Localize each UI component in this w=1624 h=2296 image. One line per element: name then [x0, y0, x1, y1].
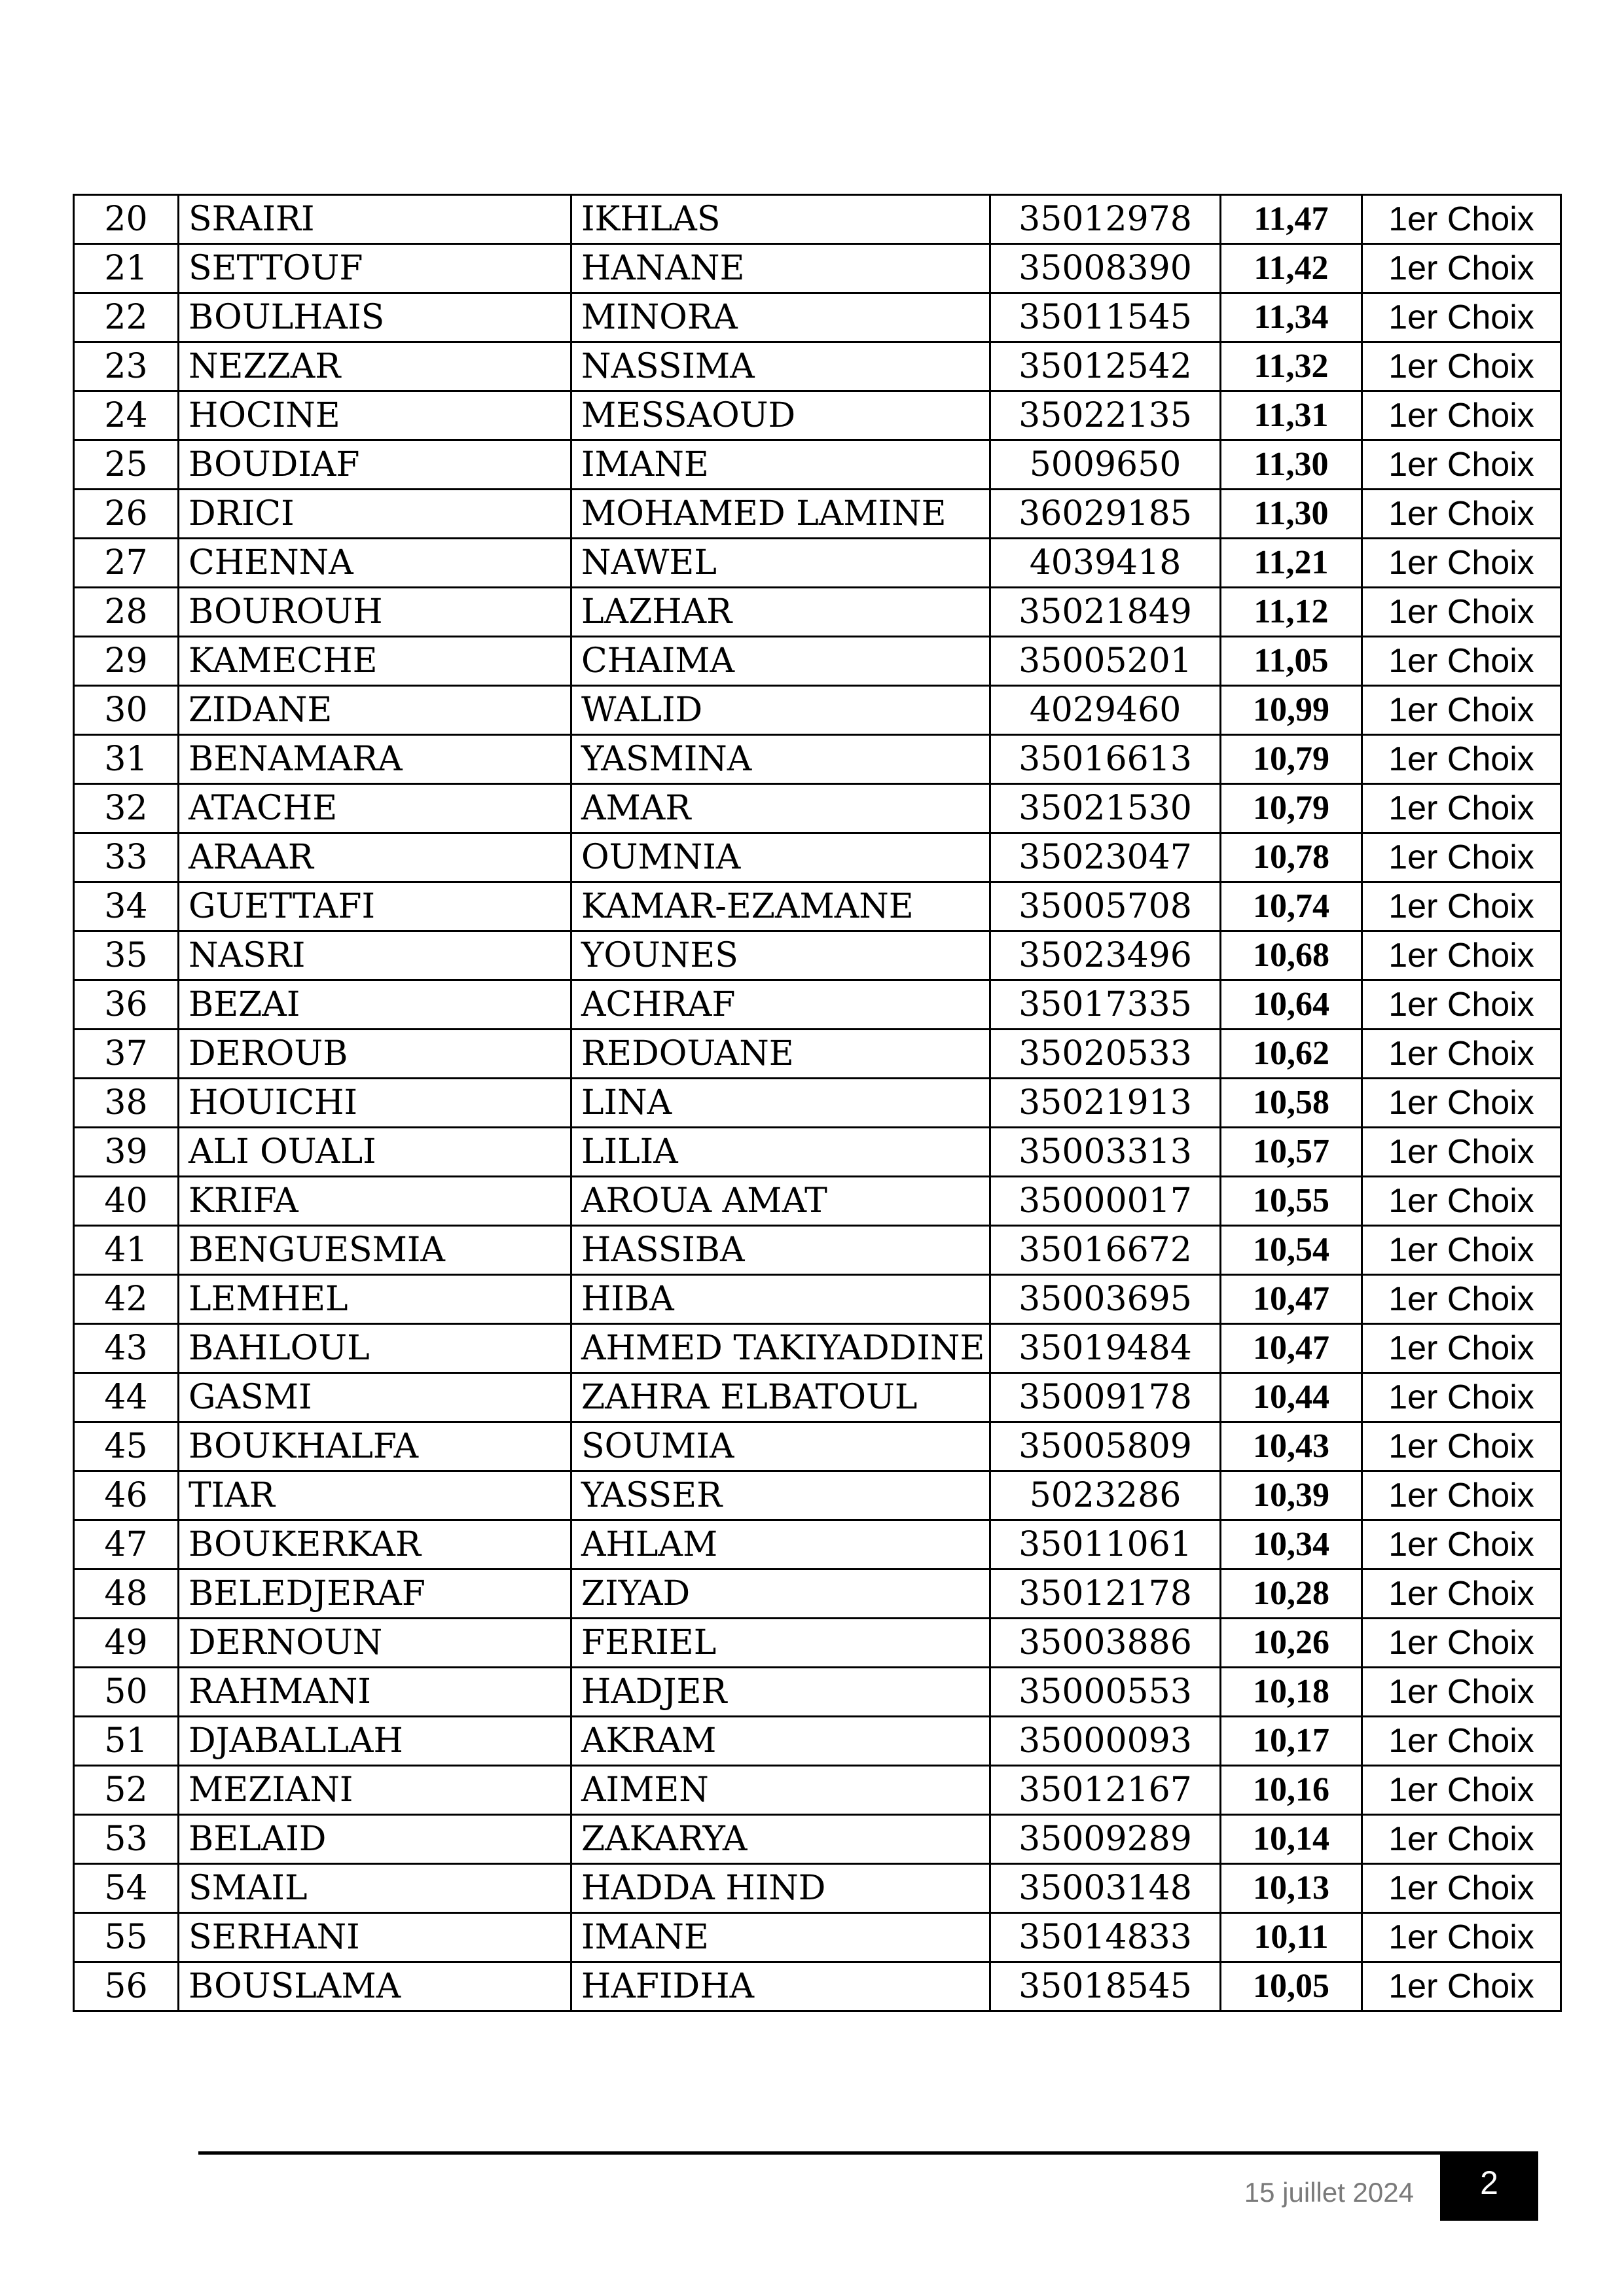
last-name-cell: BOUROUH	[179, 588, 571, 637]
table-row	[74, 1128, 1561, 1177]
first-name-cell: HANANE	[571, 244, 990, 293]
last-name-cell: MEZIANI	[179, 1766, 571, 1815]
average-cell: 11,31	[1221, 391, 1362, 440]
first-name-cell: HIBA	[571, 1275, 990, 1324]
table-row	[74, 833, 1561, 882]
first-name-cell: WALID	[571, 686, 990, 735]
rank-cell: 39	[74, 1128, 179, 1177]
last-name-cell: BOUKHALFA	[179, 1422, 571, 1471]
rank-cell: 52	[74, 1766, 179, 1815]
average-cell: 10,44	[1221, 1373, 1362, 1422]
average-cell: 10,55	[1221, 1177, 1362, 1226]
student-id-cell: 35012978	[990, 195, 1221, 244]
student-id-cell: 35000553	[990, 1668, 1221, 1717]
first-name-cell: ACHRAF	[571, 980, 990, 1030]
last-name-cell: BEZAI	[179, 980, 571, 1030]
choice-cell: 1er Choix	[1362, 980, 1561, 1030]
average-cell: 10,39	[1221, 1471, 1362, 1520]
first-name-cell: HADJER	[571, 1668, 990, 1717]
rank-cell: 25	[74, 440, 179, 490]
average-cell: 10,47	[1221, 1324, 1362, 1373]
choice-cell: 1er Choix	[1362, 293, 1561, 342]
table-row	[74, 1079, 1561, 1128]
choice-cell: 1er Choix	[1362, 833, 1561, 882]
last-name-cell: BAHLOUL	[179, 1324, 571, 1373]
student-id-cell: 35014833	[990, 1913, 1221, 1962]
first-name-cell: LAZHAR	[571, 588, 990, 637]
average-cell: 10,57	[1221, 1128, 1362, 1177]
choice-cell: 1er Choix	[1362, 1275, 1561, 1324]
last-name-cell: SETTOUF	[179, 244, 571, 293]
average-cell: 11,47	[1221, 195, 1362, 244]
first-name-cell: YASMINA	[571, 735, 990, 784]
rank-cell: 20	[74, 195, 179, 244]
rank-cell: 34	[74, 882, 179, 931]
first-name-cell: KAMAR-EZAMANE	[571, 882, 990, 931]
student-id-cell: 35000093	[990, 1717, 1221, 1766]
rank-cell: 36	[74, 980, 179, 1030]
student-id-cell: 35003148	[990, 1864, 1221, 1913]
choice-cell: 1er Choix	[1362, 490, 1561, 539]
choice-cell: 1er Choix	[1362, 244, 1561, 293]
average-cell: 11,34	[1221, 293, 1362, 342]
choice-cell: 1er Choix	[1362, 686, 1561, 735]
table-row	[74, 244, 1561, 293]
first-name-cell: AIMEN	[571, 1766, 990, 1815]
rank-cell: 21	[74, 244, 179, 293]
rank-cell: 29	[74, 637, 179, 686]
table-row	[74, 784, 1561, 833]
choice-cell: 1er Choix	[1362, 1668, 1561, 1717]
average-cell: 10,54	[1221, 1226, 1362, 1275]
rank-cell: 53	[74, 1815, 179, 1864]
choice-cell: 1er Choix	[1362, 1324, 1561, 1373]
student-id-cell: 36029185	[990, 490, 1221, 539]
table-row	[74, 1373, 1561, 1422]
table-row	[74, 1275, 1561, 1324]
rank-cell: 44	[74, 1373, 179, 1422]
choice-cell: 1er Choix	[1362, 637, 1561, 686]
choice-cell: 1er Choix	[1362, 588, 1561, 637]
choice-cell: 1er Choix	[1362, 1913, 1561, 1962]
choice-cell: 1er Choix	[1362, 1864, 1561, 1913]
last-name-cell: DRICI	[179, 490, 571, 539]
first-name-cell: AROUA AMAT	[571, 1177, 990, 1226]
rank-cell: 54	[74, 1864, 179, 1913]
first-name-cell: ZAKARYA	[571, 1815, 990, 1864]
average-cell: 10,47	[1221, 1275, 1362, 1324]
choice-cell: 1er Choix	[1362, 1570, 1561, 1619]
rank-cell: 35	[74, 931, 179, 980]
student-id-cell: 5023286	[990, 1471, 1221, 1520]
last-name-cell: DERNOUN	[179, 1619, 571, 1668]
rank-cell: 38	[74, 1079, 179, 1128]
table-row	[74, 1570, 1561, 1619]
average-cell: 11,12	[1221, 588, 1362, 637]
rank-cell: 50	[74, 1668, 179, 1717]
average-cell: 11,42	[1221, 244, 1362, 293]
student-id-cell: 35021913	[990, 1079, 1221, 1128]
choice-cell: 1er Choix	[1362, 1128, 1561, 1177]
first-name-cell: REDOUANE	[571, 1030, 990, 1079]
last-name-cell: DEROUB	[179, 1030, 571, 1079]
footer-date: 15 juillet 2024	[1244, 2177, 1414, 2208]
average-cell: 10,05	[1221, 1962, 1362, 2011]
footer-divider	[198, 2151, 1440, 2155]
table-row	[74, 1913, 1561, 1962]
first-name-cell: NASSIMA	[571, 342, 990, 391]
last-name-cell: SMAIL	[179, 1864, 571, 1913]
rank-cell: 56	[74, 1962, 179, 2011]
average-cell: 11,05	[1221, 637, 1362, 686]
rank-cell: 49	[74, 1619, 179, 1668]
table-row	[74, 440, 1561, 490]
choice-cell: 1er Choix	[1362, 1422, 1561, 1471]
student-id-cell: 35011545	[990, 293, 1221, 342]
rank-cell: 32	[74, 784, 179, 833]
table-row	[74, 1226, 1561, 1275]
first-name-cell: AHLAM	[571, 1520, 990, 1570]
last-name-cell: HOCINE	[179, 391, 571, 440]
choice-cell: 1er Choix	[1362, 1619, 1561, 1668]
rank-cell: 55	[74, 1913, 179, 1962]
average-cell: 10,11	[1221, 1913, 1362, 1962]
choice-cell: 1er Choix	[1362, 195, 1561, 244]
table-row	[74, 1422, 1561, 1471]
rank-cell: 27	[74, 539, 179, 588]
student-id-cell: 35023496	[990, 931, 1221, 980]
last-name-cell: SERHANI	[179, 1913, 571, 1962]
table-row	[74, 1324, 1561, 1373]
table-row	[74, 1815, 1561, 1864]
last-name-cell: ALI OUALI	[179, 1128, 571, 1177]
choice-cell: 1er Choix	[1362, 1520, 1561, 1570]
student-id-cell: 35009289	[990, 1815, 1221, 1864]
choice-cell: 1er Choix	[1362, 1373, 1561, 1422]
student-id-cell: 35018545	[990, 1962, 1221, 2011]
table-row	[74, 490, 1561, 539]
first-name-cell: MESSAOUD	[571, 391, 990, 440]
last-name-cell: BELEDJERAF	[179, 1570, 571, 1619]
student-id-cell: 35011061	[990, 1520, 1221, 1570]
choice-cell: 1er Choix	[1362, 391, 1561, 440]
last-name-cell: RAHMANI	[179, 1668, 571, 1717]
student-id-cell: 35005201	[990, 637, 1221, 686]
table-row	[74, 1520, 1561, 1570]
last-name-cell: SRAIRI	[179, 195, 571, 244]
average-cell: 10,74	[1221, 882, 1362, 931]
rank-cell: 30	[74, 686, 179, 735]
rank-cell: 28	[74, 588, 179, 637]
rank-cell: 37	[74, 1030, 179, 1079]
student-id-cell: 35019484	[990, 1324, 1221, 1373]
first-name-cell: HADDA HIND	[571, 1864, 990, 1913]
rank-cell: 47	[74, 1520, 179, 1570]
table-row	[74, 195, 1561, 244]
choice-cell: 1er Choix	[1362, 931, 1561, 980]
choice-cell: 1er Choix	[1362, 1079, 1561, 1128]
first-name-cell: OUMNIA	[571, 833, 990, 882]
average-cell: 11,21	[1221, 539, 1362, 588]
average-cell: 10,34	[1221, 1520, 1362, 1570]
first-name-cell: AHMED TAKIYADDINE	[571, 1324, 990, 1373]
first-name-cell: AMAR	[571, 784, 990, 833]
student-id-cell: 35016613	[990, 735, 1221, 784]
last-name-cell: ARAAR	[179, 833, 571, 882]
average-cell: 10,26	[1221, 1619, 1362, 1668]
student-id-cell: 35008390	[990, 244, 1221, 293]
last-name-cell: NEZZAR	[179, 342, 571, 391]
last-name-cell: GASMI	[179, 1373, 571, 1422]
table-row	[74, 1471, 1561, 1520]
choice-cell: 1er Choix	[1362, 1815, 1561, 1864]
rank-cell: 40	[74, 1177, 179, 1226]
average-cell: 10,79	[1221, 735, 1362, 784]
last-name-cell: TIAR	[179, 1471, 571, 1520]
choice-cell: 1er Choix	[1362, 539, 1561, 588]
first-name-cell: LINA	[571, 1079, 990, 1128]
last-name-cell: BENAMARA	[179, 735, 571, 784]
table-row	[74, 980, 1561, 1030]
average-cell: 10,78	[1221, 833, 1362, 882]
average-cell: 11,30	[1221, 490, 1362, 539]
average-cell: 10,58	[1221, 1079, 1362, 1128]
first-name-cell: IMANE	[571, 440, 990, 490]
last-name-cell: BELAID	[179, 1815, 571, 1864]
student-id-cell: 35021530	[990, 784, 1221, 833]
rank-cell: 51	[74, 1717, 179, 1766]
choice-cell: 1er Choix	[1362, 1766, 1561, 1815]
table-row	[74, 1717, 1561, 1766]
student-id-cell: 4029460	[990, 686, 1221, 735]
average-cell: 10,14	[1221, 1815, 1362, 1864]
first-name-cell: SOUMIA	[571, 1422, 990, 1471]
average-cell: 10,64	[1221, 980, 1362, 1030]
last-name-cell: LEMHEL	[179, 1275, 571, 1324]
table-row	[74, 588, 1561, 637]
student-id-cell: 5009650	[990, 440, 1221, 490]
choice-cell: 1er Choix	[1362, 735, 1561, 784]
choice-cell: 1er Choix	[1362, 1030, 1561, 1079]
average-cell: 10,68	[1221, 931, 1362, 980]
choice-cell: 1er Choix	[1362, 1471, 1561, 1520]
last-name-cell: KAMECHE	[179, 637, 571, 686]
average-cell: 11,32	[1221, 342, 1362, 391]
student-id-cell: 35005809	[990, 1422, 1221, 1471]
rank-cell: 33	[74, 833, 179, 882]
table-row	[74, 1619, 1561, 1668]
rank-cell: 41	[74, 1226, 179, 1275]
rank-cell: 26	[74, 490, 179, 539]
table-row	[74, 1766, 1561, 1815]
average-cell: 10,62	[1221, 1030, 1362, 1079]
last-name-cell: BOUSLAMA	[179, 1962, 571, 2011]
choice-cell: 1er Choix	[1362, 1717, 1561, 1766]
student-id-cell: 35003313	[990, 1128, 1221, 1177]
first-name-cell: CHAIMA	[571, 637, 990, 686]
last-name-cell: ZIDANE	[179, 686, 571, 735]
last-name-cell: DJABALLAH	[179, 1717, 571, 1766]
rank-cell: 48	[74, 1570, 179, 1619]
last-name-cell: HOUICHI	[179, 1079, 571, 1128]
last-name-cell: BOUDIAF	[179, 440, 571, 490]
table-row	[74, 931, 1561, 980]
results-table	[73, 194, 1562, 2012]
last-name-cell: BOUKERKAR	[179, 1520, 571, 1570]
rank-cell: 42	[74, 1275, 179, 1324]
rank-cell: 31	[74, 735, 179, 784]
table-row	[74, 686, 1561, 735]
last-name-cell: GUETTAFI	[179, 882, 571, 931]
rank-cell: 23	[74, 342, 179, 391]
average-cell: 11,30	[1221, 440, 1362, 490]
first-name-cell: ZIYAD	[571, 1570, 990, 1619]
student-id-cell: 35012167	[990, 1766, 1221, 1815]
choice-cell: 1er Choix	[1362, 342, 1561, 391]
choice-cell: 1er Choix	[1362, 1226, 1561, 1275]
student-id-cell: 35005708	[990, 882, 1221, 931]
last-name-cell: NASRI	[179, 931, 571, 980]
last-name-cell: ATACHE	[179, 784, 571, 833]
student-id-cell: 35017335	[990, 980, 1221, 1030]
choice-cell: 1er Choix	[1362, 784, 1561, 833]
page-number: 2	[1440, 2151, 1538, 2221]
rank-cell: 24	[74, 391, 179, 440]
table-row	[74, 1030, 1561, 1079]
first-name-cell: IMANE	[571, 1913, 990, 1962]
first-name-cell: FERIEL	[571, 1619, 990, 1668]
table-row	[74, 735, 1561, 784]
table-row	[74, 637, 1561, 686]
student-id-cell: 35009178	[990, 1373, 1221, 1422]
choice-cell: 1er Choix	[1362, 1177, 1561, 1226]
choice-cell: 1er Choix	[1362, 1962, 1561, 2011]
average-cell: 10,18	[1221, 1668, 1362, 1717]
rank-cell: 46	[74, 1471, 179, 1520]
first-name-cell: LILIA	[571, 1128, 990, 1177]
average-cell: 10,79	[1221, 784, 1362, 833]
average-cell: 10,99	[1221, 686, 1362, 735]
student-id-cell: 35003886	[990, 1619, 1221, 1668]
average-cell: 10,13	[1221, 1864, 1362, 1913]
student-id-cell: 35020533	[990, 1030, 1221, 1079]
student-id-cell: 35022135	[990, 391, 1221, 440]
student-id-cell: 4039418	[990, 539, 1221, 588]
last-name-cell: BENGUESMIA	[179, 1226, 571, 1275]
first-name-cell: YASSER	[571, 1471, 990, 1520]
table-row	[74, 1864, 1561, 1913]
table-row	[74, 1177, 1561, 1226]
student-id-cell: 35012542	[990, 342, 1221, 391]
choice-cell: 1er Choix	[1362, 882, 1561, 931]
choice-cell: 1er Choix	[1362, 440, 1561, 490]
table-row	[74, 342, 1561, 391]
results-table-body	[74, 195, 1561, 2011]
first-name-cell: YOUNES	[571, 931, 990, 980]
student-id-cell: 35012178	[990, 1570, 1221, 1619]
first-name-cell: AKRAM	[571, 1717, 990, 1766]
average-cell: 10,43	[1221, 1422, 1362, 1471]
first-name-cell: IKHLAS	[571, 195, 990, 244]
student-id-cell: 35021849	[990, 588, 1221, 637]
last-name-cell: BOULHAIS	[179, 293, 571, 342]
rank-cell: 43	[74, 1324, 179, 1373]
student-id-cell: 35023047	[990, 833, 1221, 882]
last-name-cell: KRIFA	[179, 1177, 571, 1226]
rank-cell: 45	[74, 1422, 179, 1471]
average-cell: 10,17	[1221, 1717, 1362, 1766]
last-name-cell: CHENNA	[179, 539, 571, 588]
first-name-cell: MOHAMED LAMINE	[571, 490, 990, 539]
student-id-cell: 35003695	[990, 1275, 1221, 1324]
table-row	[74, 1962, 1561, 2011]
table-row	[74, 882, 1561, 931]
table-row	[74, 1668, 1561, 1717]
first-name-cell: HASSIBA	[571, 1226, 990, 1275]
average-cell: 10,28	[1221, 1570, 1362, 1619]
table-row	[74, 391, 1561, 440]
student-id-cell: 35016672	[990, 1226, 1221, 1275]
rank-cell: 22	[74, 293, 179, 342]
table-row	[74, 293, 1561, 342]
first-name-cell: NAWEL	[571, 539, 990, 588]
student-id-cell: 35000017	[990, 1177, 1221, 1226]
first-name-cell: ZAHRA ELBATOUL	[571, 1373, 990, 1422]
table-row	[74, 539, 1561, 588]
first-name-cell: HAFIDHA	[571, 1962, 990, 2011]
average-cell: 10,16	[1221, 1766, 1362, 1815]
first-name-cell: MINORA	[571, 293, 990, 342]
